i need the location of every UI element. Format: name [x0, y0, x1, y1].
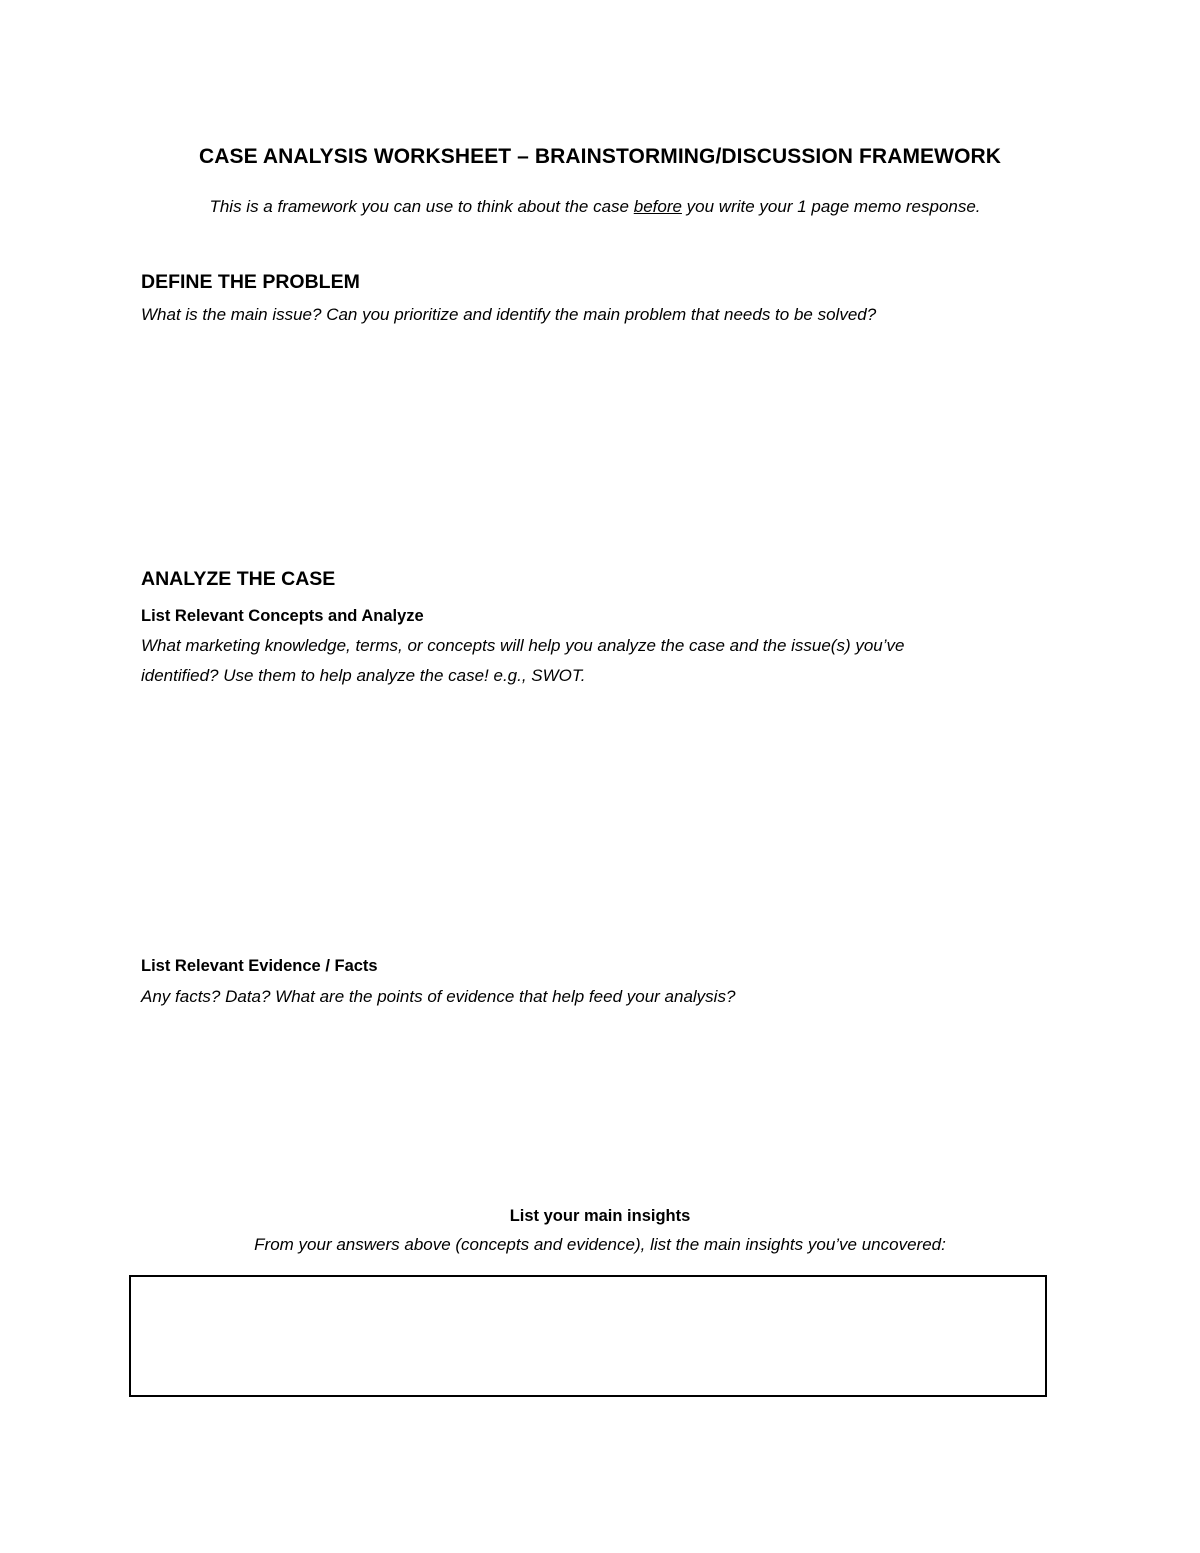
intro-text-after: you write your 1 page memo response. [681, 197, 981, 216]
intro-text-before: This is a framework you can use to think about the case [209, 197, 634, 216]
intro-underlined-word: before [633, 197, 682, 216]
concepts-prompt-line-2: identified? Use them to help analyze the case! e.g., SWOT. [141, 666, 586, 685]
evidence-prompt: Any facts? Data? What are the points of evidence that help feed your analysis? [141, 987, 736, 1006]
insights-heading: List your main insights [509, 1207, 691, 1225]
evidence-heading: List Relevant Evidence / Facts [141, 957, 378, 975]
intro-text [0, 197, 1190, 217]
analyze-case-heading: ANALYZE THE CASE [141, 568, 336, 590]
concepts-prompt-line-1: What marketing knowledge, terms, or concepts will help you analyze the case and the issue(s) you’ve [141, 636, 905, 655]
concepts-heading: List Relevant Concepts and Analyze [141, 607, 424, 625]
page-title: CASE ANALYSIS WORKSHEET – BRAINSTORMING/DISCUSSION FRAMEWORK [198, 145, 1002, 168]
define-problem-prompt: What is the main issue? Can you prioritize and identify the main problem that needs to be solved? [141, 305, 877, 324]
insights-answer-box[interactable] [129, 1275, 1047, 1397]
define-problem-heading: DEFINE THE PROBLEM [141, 271, 360, 293]
insights-prompt: From your answers above (concepts and evidence), list the main insights you’ve uncovered: [254, 1235, 946, 1254]
